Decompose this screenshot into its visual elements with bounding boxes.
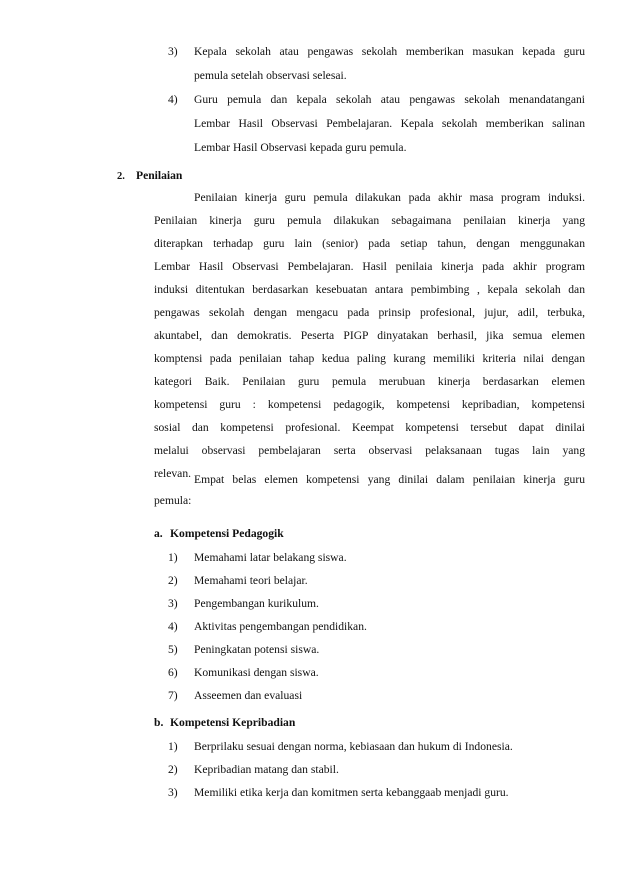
- paragraph-line: melalui observasi pembelajaran serta observasi pelaksanaan tugas lain yang: [154, 444, 585, 457]
- list-item: Asseemen dan evaluasi: [194, 689, 303, 702]
- list-number: 3): [168, 786, 178, 799]
- list-number: 6): [168, 666, 178, 679]
- list-number: 4): [168, 93, 178, 106]
- paragraph-line: Empat belas elemen kompetensi yang dinilai dalam penilaian kinerja guru: [194, 473, 585, 486]
- list-number: 1): [168, 551, 178, 564]
- list-item: Kepribadian matang dan stabil.: [194, 763, 339, 776]
- list-item: Memiliki etika kerja dan komitmen serta kebanggaab menjadi guru.: [194, 786, 509, 799]
- paragraph-line: pengawas sekolah dengan mengacu pada prinsip profesional, jujur, adil, terbuka,: [154, 306, 585, 319]
- subsection-title: Kompetensi Kepribadian: [170, 716, 296, 729]
- list-number: 3): [168, 45, 178, 58]
- list-item: Peningkatan potensi siswa.: [194, 643, 320, 656]
- list-text-line: pemula setelah observasi selesai.: [194, 69, 347, 82]
- paragraph-line: diterapkan terhadap guru lain (senior) pada setiap tahun, dengan menggunakan: [154, 237, 585, 250]
- paragraph-line: relevan.: [154, 467, 192, 480]
- list-text-line: Guru pemula dan kepala sekolah atau pengawas sekolah menandatangani: [194, 93, 585, 106]
- subsection-label: a.: [154, 527, 163, 540]
- list-text-line: Lembar Hasil Observasi kepada guru pemula.: [194, 141, 407, 154]
- paragraph-line: sosial dan kompetensi profesional. Keempat kompetensi tersebut dapat dinilai: [154, 421, 585, 434]
- paragraph-line: induksi ditentukan berdasarkan kesebuatan antara pembimbing , kepala sekolah dan: [154, 283, 585, 296]
- list-text-line: Lembar Hasil Observasi Pembelajaran. Kepala sekolah memberikan salinan: [194, 117, 585, 130]
- list-number: 5): [168, 643, 178, 656]
- section-title: Penilaian: [136, 169, 183, 182]
- list-number: 3): [168, 597, 178, 610]
- section-number: 2.: [117, 171, 125, 182]
- list-item: Aktivitas pengembangan pendidikan.: [194, 620, 367, 633]
- subsection-label: b.: [154, 716, 164, 729]
- list-item: Memahami teori belajar.: [194, 574, 308, 587]
- list-number: 2): [168, 763, 178, 776]
- paragraph-line: Penilaian kinerja guru pemula dilakukan sebagaimana penilaian kinerja yang: [154, 214, 585, 227]
- paragraph-line: Lembar Hasil Observasi Pembelajaran. Hasil penilaia kinerja pada akhir program: [154, 260, 585, 273]
- paragraph-line: komptensi pada penilaian tahap kedua paling kurang memiliki kriteria nilai dengan: [154, 352, 585, 365]
- list-number: 7): [168, 689, 178, 702]
- paragraph-line: Penilaian kinerja guru pemula dilakukan pada akhir masa program induksi.: [194, 191, 585, 204]
- list-number: 1): [168, 740, 178, 753]
- list-number: 2): [168, 574, 178, 587]
- paragraph-line: pemula:: [154, 494, 192, 507]
- list-item: Komunikasi dengan siswa.: [194, 666, 319, 679]
- list-number: 4): [168, 620, 178, 633]
- list-item: Berprilaku sesuai dengan norma, kebiasaan dan hukum di Indonesia.: [194, 740, 513, 753]
- list-text-line: Kepala sekolah atau pengawas sekolah memberikan masukan kepada guru: [194, 45, 585, 58]
- paragraph-line: akuntabel, dan demokratis. Peserta PIGP dinyatakan berhasil, jika semua elemen: [154, 329, 585, 342]
- subsection-title: Kompetensi Pedagogik: [170, 527, 284, 540]
- list-item: Pengembangan kurikulum.: [194, 597, 319, 610]
- paragraph-line: kategori Baik. Penilaian guru pemula merubuan kinerja berdasarkan elemen: [154, 375, 585, 388]
- paragraph-line: kompetensi guru : kompetensi pedagogik, kompetensi kepribadian, kompetensi: [154, 398, 585, 411]
- list-item: Memahami latar belakang siswa.: [194, 551, 347, 564]
